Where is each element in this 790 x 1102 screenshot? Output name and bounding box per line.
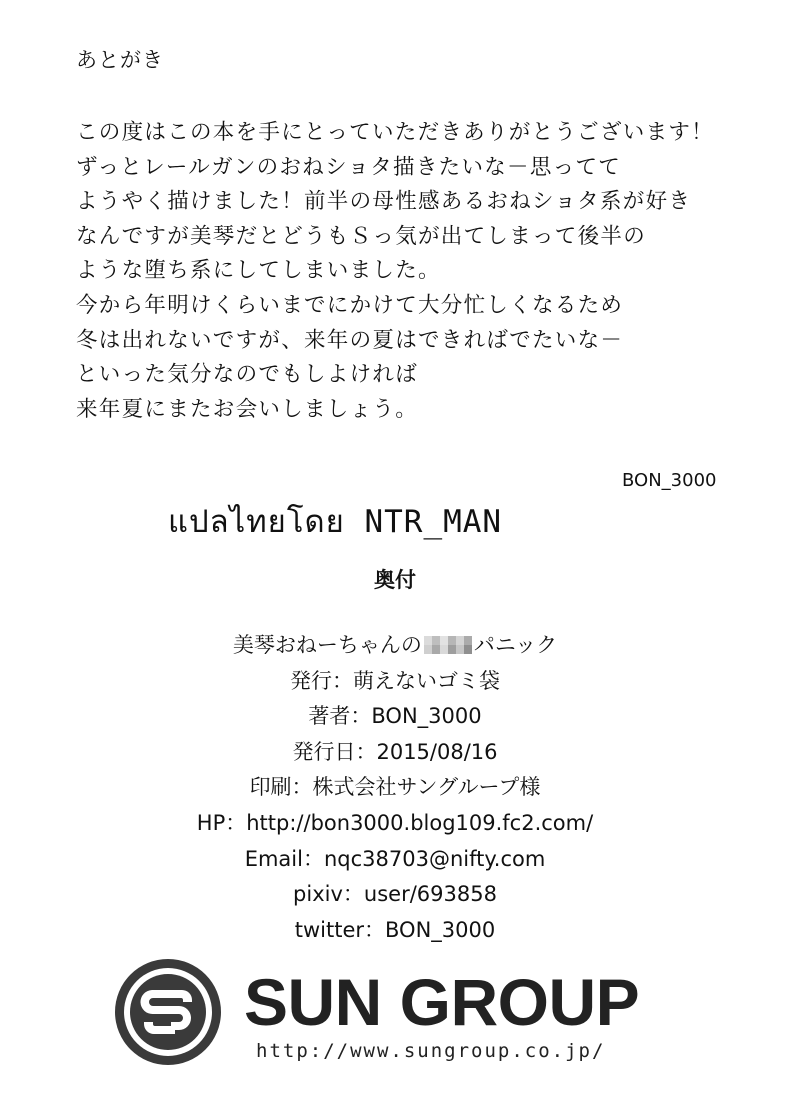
afterword-line: ようやく描けました！前半の母性感あるおねショタ系が好き xyxy=(76,189,692,215)
afterword-line: 冬は出れないですが、来年の夏はできればでたいな－ xyxy=(76,327,624,353)
afterword-title: あとがき xyxy=(76,48,164,72)
colophon-date: 発行日：2015/08/16 xyxy=(292,739,498,764)
book-title xyxy=(0,628,790,664)
afterword-line: ような堕ち系にしてしまいました。 xyxy=(76,258,441,284)
translator-credit: แปลไทยโดย NTR_MAN xyxy=(168,504,503,540)
colophon-author: 著者：BON_3000 xyxy=(308,704,482,729)
author-signature: BON_3000 xyxy=(622,470,717,491)
afterword-line: この度はこの本を手にとっていただきありがとうございます！ xyxy=(76,120,714,145)
colophon-heading: 奥付 xyxy=(374,568,416,592)
sun-group-logo-icon xyxy=(112,956,224,1068)
afterword-line: といった気分なのでもしよければ xyxy=(76,362,419,388)
afterword-body xyxy=(76,116,756,427)
colophon xyxy=(0,628,790,948)
colophon-publisher: 発行：萌えないゴミ袋 xyxy=(290,668,500,693)
printer-logo-url: http://www.sungroup.co.jp/ xyxy=(256,1040,606,1062)
colophon-pixiv: pixiv：user/693858 xyxy=(293,882,497,907)
censor-mosaic xyxy=(424,636,472,654)
book-title-end: パニック xyxy=(473,633,558,657)
afterword-line: 来年夏にまたお会いしましょう。 xyxy=(76,396,419,422)
printer-logo-name: SUN GROUP xyxy=(244,965,640,1039)
colophon-printer: 印刷：株式会社サングループ様 xyxy=(249,775,541,800)
colophon-twitter: twitter：BON_3000 xyxy=(294,917,496,942)
printer-logo xyxy=(112,952,692,1072)
afterword-line: 今から年明けくらいまでにかけて大分忙しくなるため xyxy=(76,292,624,318)
afterword-line: なんですが美琴だとどうもＳっ気が出てしまって後半の xyxy=(76,223,647,249)
colophon-homepage: HP：http://bon3000.blog109.fc2.com/ xyxy=(196,810,594,835)
afterword-line: ずっとレールガンのおねショタ描きたいな－思ってて xyxy=(76,154,622,180)
book-title-start: 美琴おねーちゃんの xyxy=(232,633,422,657)
colophon-email: Email：nqc38703@nifty.com xyxy=(244,846,546,871)
